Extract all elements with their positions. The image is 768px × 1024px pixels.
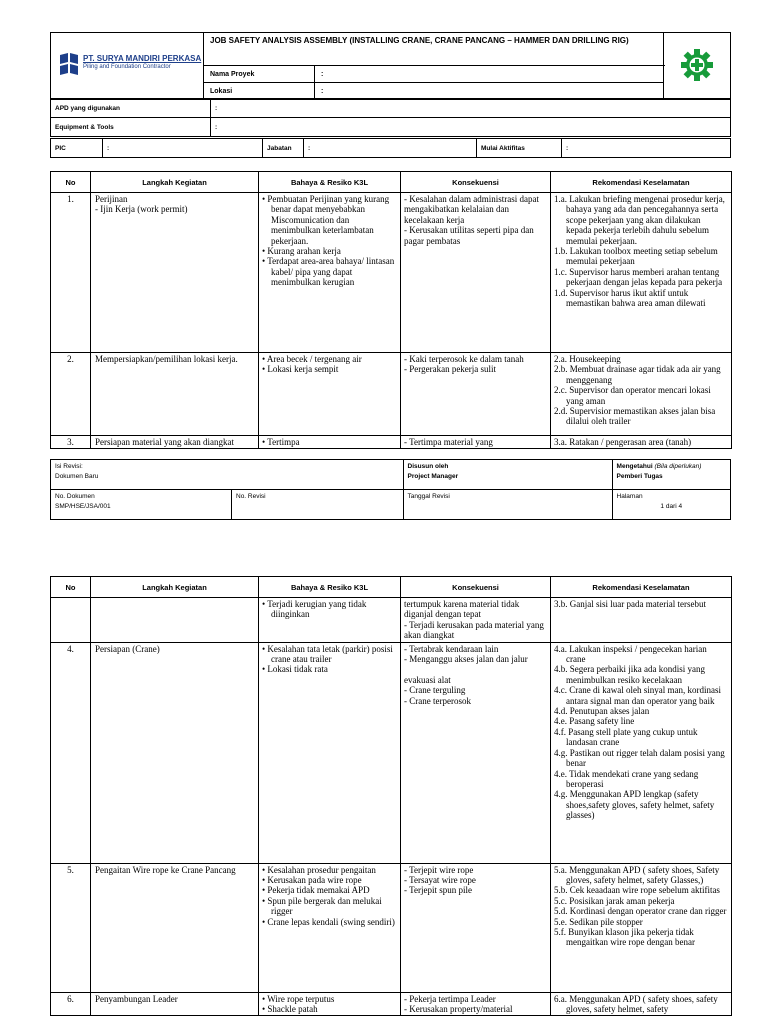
ppe-label: APD yang digunakan (51, 99, 211, 118)
revision-info: Isi Revisi: Dokumen Baru (51, 460, 404, 490)
row-number: 5. (51, 863, 91, 992)
prepared-by: Disusun oleh Project Manager (403, 460, 612, 490)
table-row (51, 642, 732, 863)
equipment-value: : (211, 118, 731, 137)
col-header-consequence: Konsekuensi (401, 172, 551, 193)
col-header-recommendation: Rekomendasi Keselamatan (551, 172, 732, 193)
document-footer (50, 459, 731, 520)
jsa-table-page-2 (50, 576, 732, 1016)
consequence-cell-line: - Terjepit spun pile (404, 885, 472, 896)
consequence-cell-line: - Kaki terperosok ke dalam tanah (404, 354, 524, 364)
hazard-cell-line: • Pekerja tidak memakai APD (262, 885, 370, 896)
recommendation-cell-line: 1.c. Supervisor harus memberi arahan tentang pekerjaan dengan jelas kepada para pekerja (554, 266, 723, 288)
hazard-cell-line: • Terdapat area-area bahaya/ lintasan kabel/ pipa yang dapat menimbulkan kerugian (262, 256, 395, 288)
activity-cell (91, 193, 259, 353)
position-value: : (304, 139, 477, 158)
jsa-table-page-1 (50, 171, 732, 449)
ppe-value: : (211, 99, 731, 118)
position-label: Jabatan (263, 139, 304, 158)
col-header-recommendation: Rekomendasi Keselamatan (551, 577, 732, 598)
recommendation-cell-line: 5.a. Menggunakan APD ( safety shoes, Safety gloves, safety helmet, safety Glasses,) (554, 864, 720, 886)
hazard-cell-line: • Tertimpa (262, 437, 300, 447)
recommendation-cell (551, 992, 732, 1016)
hazard-cell (259, 436, 401, 449)
consequence-cell-line: - Crane terperosok (404, 695, 471, 706)
company-name: PT. SURYA MANDIRI PERKASA (83, 54, 202, 63)
recommendation-cell (551, 598, 732, 643)
hazard-cell (259, 992, 401, 1016)
recommendation-cell-line: 5.e. Sedikan pile stopper (554, 916, 643, 927)
row-number (51, 598, 91, 643)
activity-cell (91, 863, 259, 992)
consequence-cell-line: - Tersayat wire rope (404, 875, 476, 886)
consequence-cell-line: - Kesalahan dalam administrasi dapat mengakibatkan kelalaian dan kecelakaan kerja (404, 194, 539, 225)
recommendation-cell-line: 6.a. Menggunakan APD ( safety shoes, safety gloves, safety helmet, safety (554, 993, 718, 1015)
activity-cell (91, 353, 259, 436)
hazard-cell (259, 642, 401, 863)
acknowledged-by: Mengetahui (Bila diperlukan) Pemberi Tugas (612, 460, 730, 490)
consequence-cell-line: - Menganggu akses jalan dan jalur (404, 654, 528, 665)
recommendation-cell-line: 5.d. Kordinasi dengan operator crane dan rigger (554, 906, 727, 917)
recommendation-cell-line: 4.g. Pastikan out rigger telah dalam posisi yang benar (554, 747, 725, 769)
hazard-cell-line: • Shackle patah (262, 1004, 318, 1015)
hazard-cell (259, 353, 401, 436)
table-row (51, 992, 732, 1016)
safety-cross-gear-icon (680, 48, 714, 82)
consequence-cell-line: - Kerusakan property/material (404, 1004, 513, 1015)
recommendation-cell (551, 193, 732, 353)
hazard-cell (259, 598, 401, 643)
row-number: 3. (51, 436, 91, 449)
recommendation-cell-line: 1.d. Supervisor harus ikut aktif untuk memastikan bahwa area aman dilewati (554, 287, 706, 309)
recommendation-cell-line: 5.b. Cek keaadaan wire rope sebelum aktifitas (554, 885, 720, 896)
table-row (51, 353, 732, 436)
recommendation-cell-line: 1.a. Lakukan briefing mengenai prosedur kerja, bahaya yang ada dan pencegahannya serta scope pekerjaan yang akan dilakukan kepada pekerja terlebih dahulu sebelum memulai pekerjaan. (554, 194, 725, 246)
consequence-cell (401, 642, 551, 863)
hazard-cell-line: • Kerusakan pada wire rope (262, 875, 362, 886)
recommendation-cell-line: 4.c. Crane di kawal oleh sinyal man, kordinasi antara signal man dan operator yang baik (554, 685, 721, 706)
jsa-header (50, 32, 731, 100)
start-label: Mulai Aktifitas (477, 139, 562, 158)
revision-date: Tanggal Revisi (403, 490, 612, 520)
activity-cell-line: Persiapan (Crane) (95, 643, 160, 654)
recommendation-cell-line: 4.f. Pasang stell plate yang cukup untuk landasan crane (554, 726, 698, 748)
project-label: Nama Proyek (204, 66, 315, 83)
recommendation-cell-line: 1.b. Lakukan toolbox meeting setiap sebelum memulai pekerjaan (554, 246, 718, 267)
consequence-cell-line: tertumpuk karena material tidak diganjal dengan tepat (404, 599, 520, 620)
hazard-cell-line: • Area becek / tergenang air (262, 354, 362, 364)
consequence-cell-line: - Tertabrak kendaraan lain (404, 643, 499, 654)
activity-cell-line: Mempersiapkan/pemilihan lokasi kerja. (95, 354, 238, 364)
company-logo-icon (60, 53, 78, 75)
recommendation-cell-line: 4.e. Tidak mendekati crane yang sedang beroperasi (554, 768, 699, 789)
consequence-cell-line: - Terjepit wire rope (404, 864, 474, 875)
activity-cell (91, 992, 259, 1016)
recommendation-cell (551, 436, 732, 449)
hazard-cell-line: • Kurang arahan kerja (262, 246, 341, 257)
row-number: 6. (51, 992, 91, 1016)
recommendation-cell-line: 2.a. Housekeeping (554, 354, 621, 364)
recommendation-cell-line: 2.b. Membuat drainase agar tidak ada air yang menggenang (554, 364, 721, 385)
hazard-cell-line: • Terjadi kerugian yang tidak diinginkan (262, 599, 367, 620)
jsa-info (50, 98, 731, 137)
consequence-cell-line: - Pekerja tertimpa Leader (404, 993, 496, 1004)
document-title: JOB SAFETY ANALYSIS ASSEMBLY (INSTALLING CRANE, CRANE PANCANG – HAMMER DAN DRILLING RIG) (204, 33, 664, 66)
row-number: 2. (51, 353, 91, 436)
activity-cell (91, 642, 259, 863)
hazard-cell-line: • Lokasi kerja sempit (262, 364, 339, 375)
consequence-cell-line: - Kerusakan utilitas seperti pipa dan pagar pembatas (404, 225, 534, 246)
equipment-label: Equipment & Tools (51, 118, 211, 137)
recommendation-cell-line: 4.e. Pasang safety line (554, 716, 635, 727)
consequence-cell (401, 598, 551, 643)
recommendation-cell-line: 4.g. Menggunakan APD lengkap (safety shoes,safety gloves, safety helmet, safety glasses) (554, 789, 715, 821)
hazard-cell-line: • Kesalahan tata letak (parkir) posisi crane atau trailer (262, 643, 393, 665)
col-header-no: No (51, 577, 91, 598)
consequence-cell (401, 353, 551, 436)
recommendation-cell (551, 353, 732, 436)
location-value: : (315, 83, 664, 100)
consequence-cell (401, 863, 551, 992)
start-value: : (562, 139, 731, 158)
activity-cell (91, 436, 259, 449)
recommendation-cell-line: 2.d. Supervisior memastikan akses jalan bisa dilalui oleh trailer (554, 406, 716, 427)
consequence-cell-line (404, 664, 547, 674)
pic-value: : (103, 139, 263, 158)
recommendation-cell (551, 863, 732, 992)
recommendation-cell-line: 4.b. Segera perbaiki jika ada kondisi yang menimbulkan resiko kecelakaan (554, 664, 705, 685)
row-number: 1. (51, 193, 91, 353)
recommendation-cell-line: 4.d. Penutupan akses jalan (554, 706, 650, 717)
activity-cell (91, 598, 259, 643)
page-number: Halaman 1 dari 4 (612, 490, 730, 520)
consequence-cell (401, 436, 551, 449)
recommendation-cell-line: 5.c. Posisikan jarak aman pekerja (554, 895, 675, 906)
col-header-no: No (51, 172, 91, 193)
hazard-cell-line: • Spun pile bergerak dan melukai rigger (262, 895, 382, 917)
consequence-cell (401, 992, 551, 1016)
company-logo-cell (51, 33, 204, 100)
hazard-cell-line: • Crane lepas kendali (swing sendiri) (262, 916, 395, 927)
table-row (51, 598, 732, 643)
hazard-cell-line: • Wire rope terputus (262, 993, 335, 1004)
activity-cell-line: Perijinan (95, 194, 128, 204)
recommendation-cell-line: 2.c. Supervisor dan operator mencari lokasi yang aman (554, 385, 711, 406)
recommendation-cell-line: 3.b. Ganjal sisi luar pada material tersebut (554, 599, 706, 609)
document-number: No. Dokumen SMP/HSE/JSA/001 (51, 490, 232, 520)
recommendation-cell-line: 3.a. Ratakan / pengerasan area (tanah) (554, 437, 692, 447)
consequence-cell-line: - Terjadi kerusakan pada material yang akan diangkat (404, 619, 544, 641)
activity-cell-line: Persiapan material yang akan diangkat (95, 437, 234, 447)
table-row (51, 863, 732, 992)
consequence-cell-line: evakuasi alat (404, 674, 451, 685)
col-header-consequence: Konsekuensi (401, 577, 551, 598)
row-number: 4. (51, 642, 91, 863)
hazard-cell (259, 863, 401, 992)
hazard-cell (259, 193, 401, 353)
company-tagline: Piling and Foundation Contractor (83, 64, 171, 70)
table-row (51, 193, 732, 353)
recommendation-cell (551, 642, 732, 863)
pic-label: PIC (51, 139, 103, 158)
revision-number: No. Revisi (232, 490, 404, 520)
activity-cell-line: Penyambungan Leader (95, 993, 178, 1004)
col-header-hazard: Bahaya & Resiko K3L (259, 577, 401, 598)
safety-logo-cell (664, 33, 731, 100)
location-label: Lokasi (204, 83, 315, 100)
project-value: : (315, 66, 664, 83)
consequence-cell-line: - Tertimpa material yang (404, 437, 493, 447)
recommendation-cell-line: 5.f. Bunyikan klason jika pekerja tidak mengaitkan wire rope dengan benar (554, 927, 695, 948)
activity-cell-line: Pengaitan Wire rope ke Crane Pancang (95, 864, 236, 875)
recommendation-cell-line: 4.a. Lakukan inspeksi / pengecekan harian crane (554, 643, 707, 665)
consequence-cell-line: - Crane terguling (404, 685, 466, 696)
col-header-activity: Langkah Kegiatan (91, 172, 259, 193)
consequence-cell (401, 193, 551, 353)
pic-row (50, 138, 731, 158)
hazard-cell-line: • Lokasi tidak rata (262, 664, 328, 675)
hazard-cell-line: • Pembuatan Perijinan yang kurang benar dapat menyebabkan Miscomunication dan menimbulkan keterlambatan pekerjaan. (262, 194, 390, 246)
activity-cell-line: - Ijin Kerja (work permit) (95, 204, 188, 215)
consequence-cell-line: - Pergerakan pekerja sulit (404, 364, 497, 375)
col-header-activity: Langkah Kegiatan (91, 577, 259, 598)
hazard-cell-line: • Kesalahan prosedur pengaitan (262, 864, 376, 875)
col-header-hazard: Bahaya & Resiko K3L (259, 172, 401, 193)
table-row (51, 436, 732, 449)
